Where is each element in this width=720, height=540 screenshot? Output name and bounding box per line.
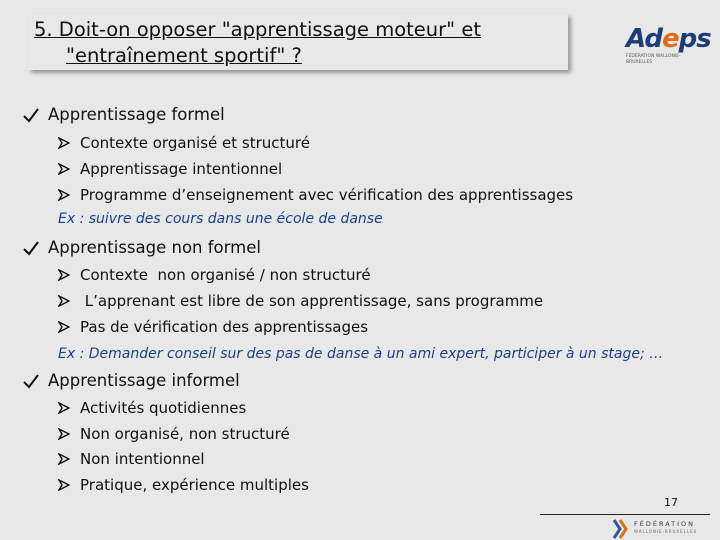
arrow-bullet-icon [58, 189, 70, 201]
bullet-text: Non intentionnel [80, 450, 205, 468]
bullet-text: Programme d’enseignement avec vérification des apprentissages [80, 186, 574, 204]
title-box [28, 14, 568, 70]
checkmark-icon [22, 107, 40, 123]
section-heading-informel [22, 371, 240, 390]
bullet-text: Pas de vérification des apprentissages [80, 318, 369, 336]
section-heading-label: Apprentissage informel [48, 371, 240, 390]
bullet-item [58, 476, 309, 494]
checkmark-icon [22, 373, 40, 389]
bullet-text: Contexte non organisé / non structuré [80, 266, 371, 284]
arrow-bullet-icon [58, 453, 70, 465]
adeps-logo [624, 24, 711, 72]
bullet-item [58, 134, 310, 152]
bullet-item [58, 318, 368, 336]
bullet-text: Contexte organisé et structuré [80, 134, 310, 152]
arrow-bullet-icon [58, 137, 70, 149]
arrow-bullet-icon [58, 428, 70, 440]
adeps-logo-text: Adeps [626, 24, 711, 54]
example-text: Ex : Demander conseil sur des pas de danse à un ami expert, participer à un stage; … [58, 346, 664, 362]
slide-title-line-1: 5. Doit-on opposer "apprentissage moteur" et [34, 18, 481, 41]
section-heading-label: Apprentissage formel [48, 105, 225, 124]
bullet-item [58, 450, 205, 468]
arrow-bullet-icon [58, 479, 70, 491]
federation-emblem-icon [610, 518, 630, 540]
example-text: Ex : suivre des cours dans une école de danse [58, 211, 383, 227]
arrow-bullet-icon [58, 269, 70, 281]
slide-title-line-2: "entraînement sportif" ? [66, 44, 302, 67]
bullet-item [58, 399, 246, 417]
bullet-text: L’apprenant est libre de son apprentissage, sans programme [80, 292, 544, 310]
page-number: 17 [664, 496, 678, 509]
section-heading-label: Apprentissage non formel [48, 238, 261, 257]
footer-divider [540, 514, 710, 515]
arrow-bullet-icon [58, 402, 70, 414]
arrow-bullet-icon [58, 163, 70, 175]
checkmark-icon [22, 240, 40, 256]
section-heading-non-formel [22, 238, 261, 257]
bullet-item [58, 292, 543, 310]
bullet-item [58, 425, 290, 443]
bullet-item [58, 266, 371, 284]
arrow-bullet-icon [58, 321, 70, 333]
federation-logo [610, 518, 714, 540]
bullet-text: Apprentissage intentionnel [80, 160, 283, 178]
section-heading-formel [22, 105, 225, 124]
bullet-item [58, 160, 282, 178]
bullet-text: Non organisé, non structuré [80, 425, 290, 443]
federation-logo-text: FÉDÉRATION [634, 520, 696, 528]
adeps-logo-subtitle: FÉDÉRATION WALLONIE-BRUXELLES [626, 54, 681, 65]
bullet-item [58, 186, 573, 204]
bullet-text: Pratique, expérience multiples [80, 476, 309, 494]
federation-logo-subtitle: WALLONIE-BRUXELLES [634, 529, 698, 534]
bullet-text: Activités quotidiennes [80, 399, 247, 417]
arrow-bullet-icon [58, 295, 70, 307]
